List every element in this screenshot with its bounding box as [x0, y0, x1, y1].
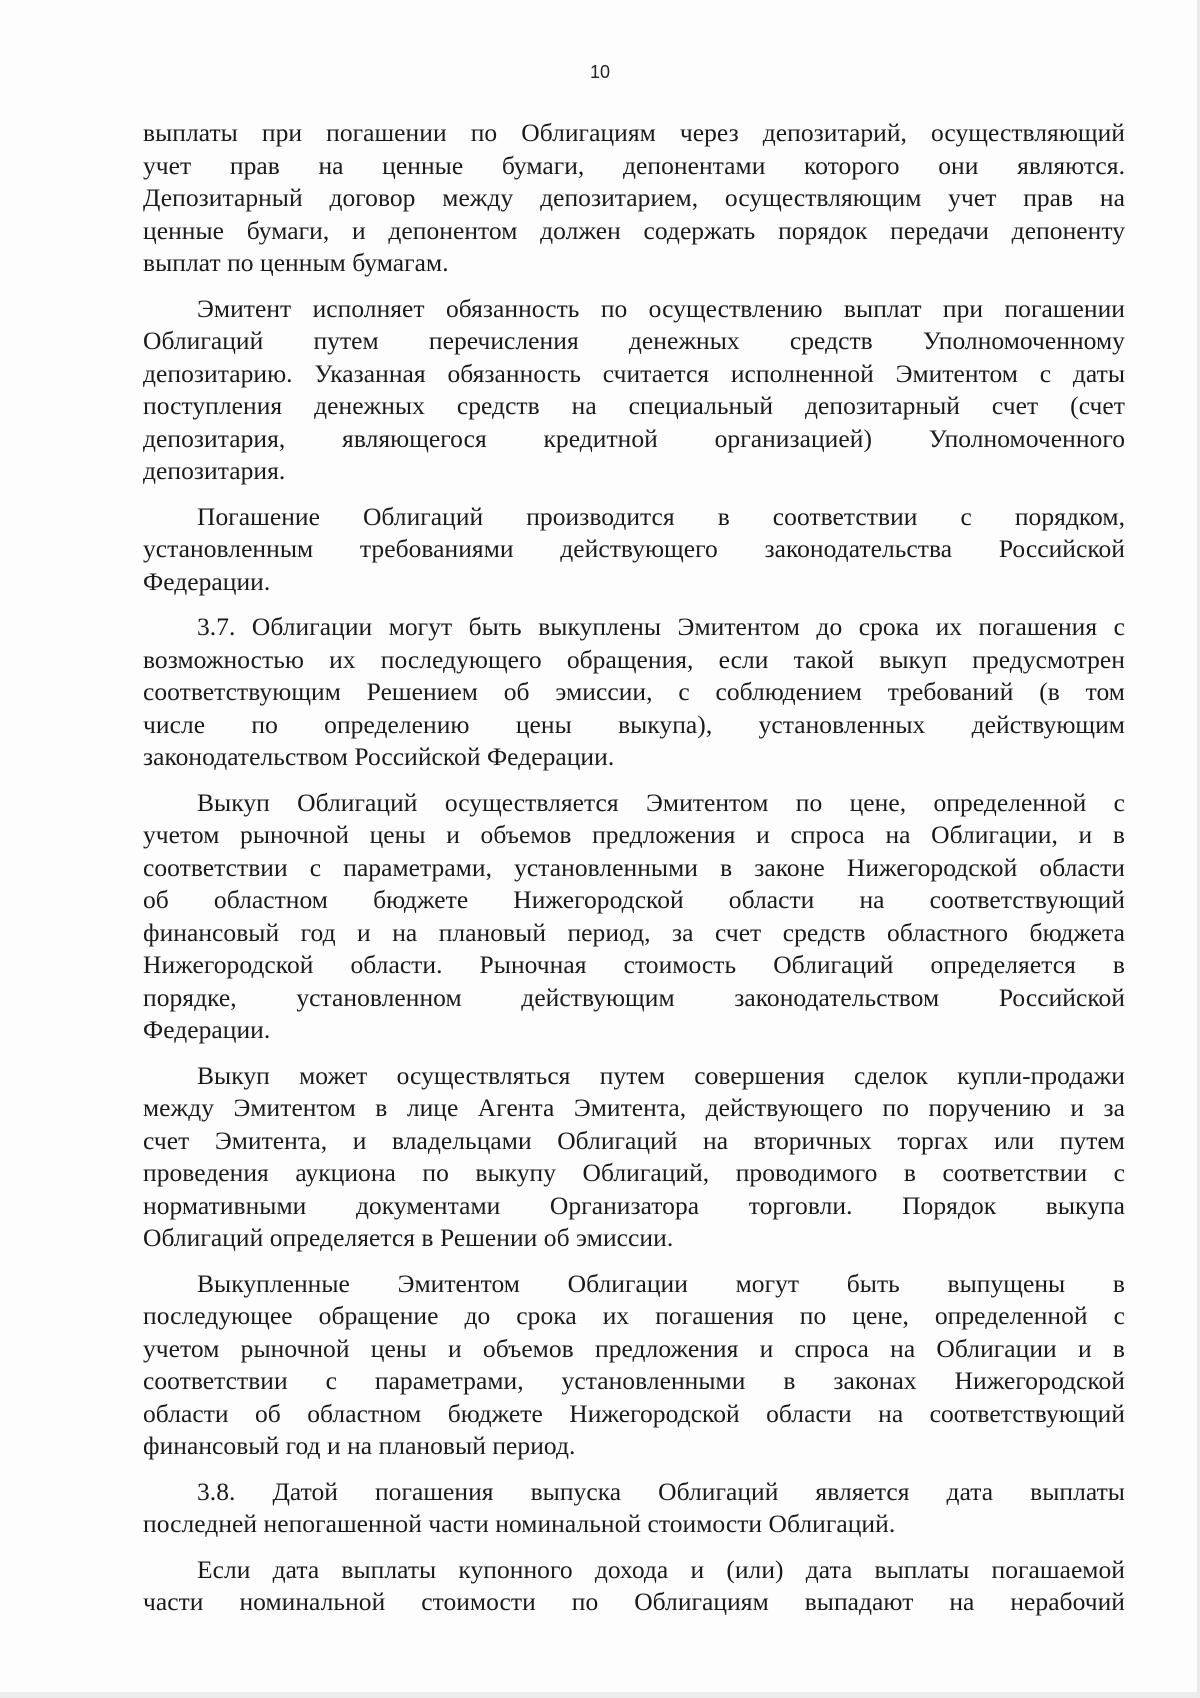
text-line: финансовый год и на плановый период, за счет средств областного бюджета [143, 917, 1125, 947]
text-line: Облигаций путем перечисления денежных средств Уполномоченному [143, 326, 1125, 355]
text-line: между Эмитентом в лице Агента Эмитента, действующего по поручению и за [143, 1093, 1125, 1122]
paragraph [143, 1554, 1125, 1619]
text-line: проведения аукциона по выкупу Облигаций, проводимого в соответствии с [143, 1158, 1125, 1187]
text-line: части номинальной стоимости по Облигациям выпадают на нерабочий [143, 1587, 1125, 1616]
scan-edge-bottom [0, 1692, 1200, 1698]
page-number: 10 [589, 62, 611, 82]
text-line: депозитария, являющегося кредитной организацией) Уполномоченного [143, 423, 1125, 453]
text-line: депозитария. [143, 456, 286, 485]
text-line: финансовый год и на плановый период. [143, 1431, 576, 1460]
text-line: соответствующим Решением об эмиссии, с соблюдением требований (в том [143, 677, 1125, 706]
text-line: Федерации. [143, 1015, 271, 1044]
text-line: Облигаций определяется в Решении об эмиссии. [143, 1223, 674, 1252]
text-line: Федерации. [143, 566, 271, 596]
text-line: депозитарию. Указанная обязанность считается исполненной Эмитентом с даты [143, 358, 1125, 388]
text-line: числе по определению цены выкупа), установленных действующим [143, 709, 1125, 739]
text-line: Выкупленные Эмитентом Облигации могут быть выпущены в [197, 1268, 1125, 1298]
text-line: возможностью их последующего обращения, если такой выкуп предусмотрен [143, 644, 1125, 674]
text-line: выплат по ценным бумагам. [143, 248, 449, 277]
text-line: 3.8. Датой погашения выпуска Облигаций является дата выплаты [197, 1476, 1125, 1506]
text-line: учетом рыночной цены и объемов предложения и спроса на Облигации, и в [143, 820, 1125, 849]
paragraph [143, 117, 1125, 280]
text-line: учетом рыночной цены и объемов предложения и спроса на Облигации и в [143, 1333, 1125, 1363]
text-line: нормативными документами Организатора торговли. Порядок выкупа [143, 1190, 1125, 1220]
text-line: Погашение Облигаций производится в соответствии с порядком, [197, 501, 1125, 531]
text-line: Депозитарный договор между депозитарием, осуществляющим учет прав на [143, 183, 1125, 212]
paragraph [143, 787, 1125, 1047]
text-line: области об областном бюджете Нижегородской области на соответствующий [143, 1398, 1125, 1428]
text-line: Выкуп Облигаций осуществляется Эмитентом по цене, определенной с [197, 787, 1125, 817]
paragraph [143, 1268, 1125, 1463]
paragraph [143, 611, 1125, 774]
text-line: счет Эмитента, и владельцами Облигаций на вторичных торгах или путем [143, 1125, 1125, 1155]
text-line: Нижегородской области. Рыночная стоимость Облигаций определяется в [143, 950, 1125, 979]
text-line: последующее обращение до срока их погашения по цене, определенной с [143, 1301, 1125, 1330]
text-line: соответствии с параметрами, установленными в законе Нижегородской области [143, 852, 1125, 882]
text-line: учет прав на ценные бумаги, депонентами которого они являются. [143, 150, 1125, 180]
text-line: Эмитент исполняет обязанность по осуществлению выплат при погашении [197, 293, 1125, 323]
text-line: установленным требованиями действующего законодательства Российской [143, 534, 1125, 563]
paragraph [143, 1476, 1125, 1541]
text-line: Если дата выплаты купонного дохода и (или) дата выплаты погашаемой [197, 1554, 1125, 1584]
paragraph [143, 1060, 1125, 1255]
paragraph [143, 293, 1125, 488]
text-line: ценные бумаги, и депонентом должен содержать порядок передачи депоненту [143, 215, 1125, 245]
text-line: выплаты при погашении по Облигациям через депозитарий, осуществляющий [143, 118, 1125, 147]
text-line: об областном бюджете Нижегородской области на соответствующий [143, 885, 1125, 914]
paragraph [143, 501, 1125, 599]
text-line: последней непогашенной части номинальной стоимости Облигаций. [143, 1509, 896, 1538]
text-line: 3.7. Облигации могут быть выкуплены Эмитентом до срока их погашения с [197, 612, 1125, 641]
text-line: поступления денежных средств на специальный депозитарный счет (счет [143, 391, 1125, 420]
text-line: Выкуп может осуществляться путем совершения сделок купли-продажи [197, 1060, 1125, 1090]
text-line: соответствии с параметрами, установленными в законах Нижегородской [143, 1366, 1125, 1395]
document-body [143, 117, 1125, 1632]
text-line: законодательством Российской Федерации. [143, 742, 615, 771]
text-line: порядке, установленном действующим законодательством Российской [143, 982, 1125, 1012]
